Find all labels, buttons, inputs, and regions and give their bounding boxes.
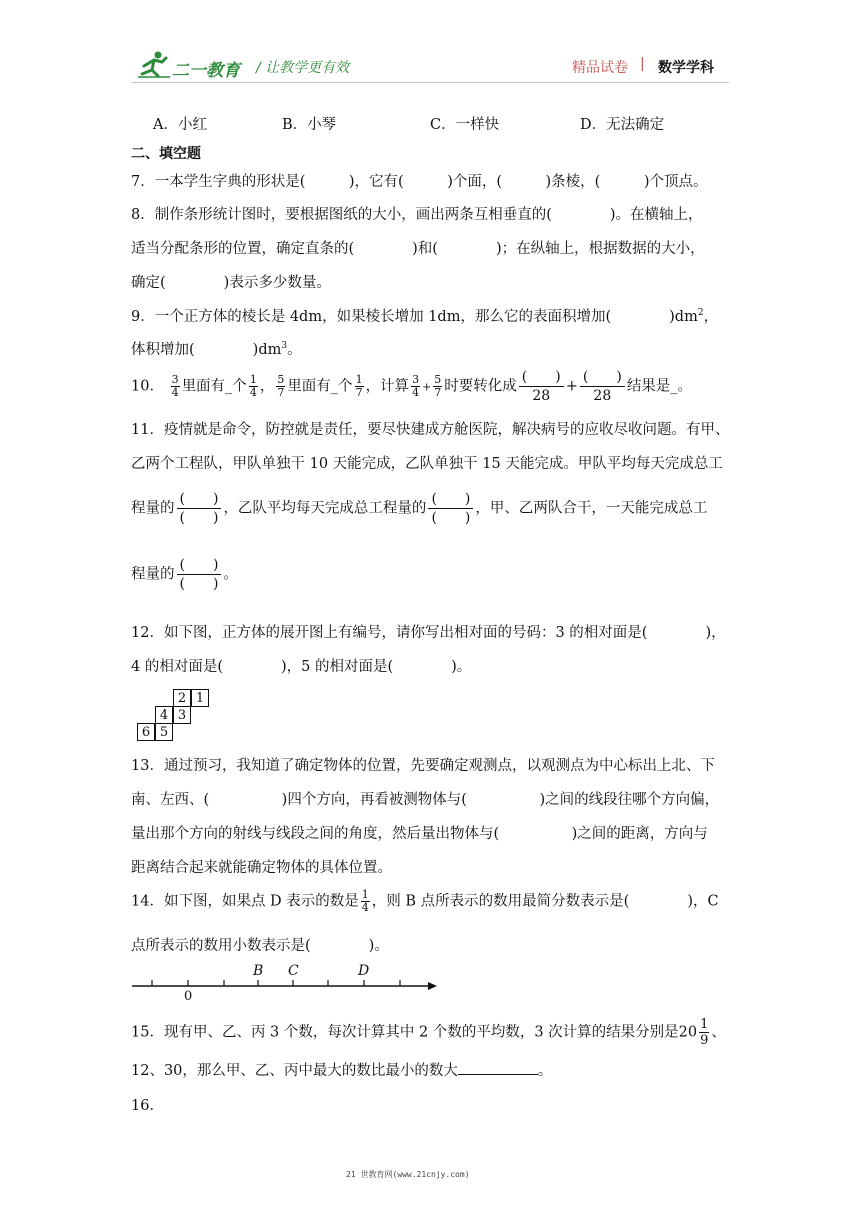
q11-line2: 乙两个工程队，甲队单独干 10 天能完成，乙队单独干 15 天能完成。甲队平均每天完成总工 [131,456,723,472]
q6-option-b: B．小琴 [282,117,337,133]
net-face: 6 [137,723,155,741]
q9-sup2: 2 [697,308,704,319]
q15-text: 、 [711,1024,726,1041]
q10-number: 10． [131,378,164,395]
number-line [128,962,440,1004]
q10-text: ，计算 [365,378,410,395]
point-label-c: C [288,963,299,979]
q11-text: ，甲、乙两队合干，一天能完成总工 [475,500,708,517]
q10-text: 结果是_。 [626,378,693,395]
q7: 7．一本学生字典的形状是( )，它有( )个面，( )条棱，( )个顶点。 [131,174,708,190]
q9-text1: 9．一个正方体的棱长是 4dm，如果棱长增加 1dm，那么它的表面积增加( ) [131,309,675,325]
q14-text: 14．如下图，如果点 D 表示的数是 [131,893,359,910]
q9-unit2: dm [258,342,282,358]
q11-line3 [131,490,707,527]
slogan: / 让教学更有效 [256,60,350,76]
q8-line1: 8．制作条形统计图时，要根据图纸的大小，画出两条互相垂直的( )。在横轴上， [131,207,703,223]
q11-text: 。 [223,566,238,583]
net-face: 5 [155,723,173,741]
q11-line1: 11．疫情就是命令，防控就是责任，要尽快建成方舱医院，解决病号的应收尽收问题。有甲、 [131,422,730,438]
q8-line3: 确定( )表示多少数量。 [131,275,331,291]
net-face: 1 [191,689,209,707]
q10-text: 时要转化成 [444,378,517,395]
logo-text: 二一教育 [172,61,240,81]
blank-fraction: ( ) ( ) [177,490,222,527]
plus-sign: + [565,378,578,395]
header-rule [131,82,729,83]
q11-line4 [131,556,238,593]
origin-label: 0 [184,989,193,1004]
q14-line2: 点所表示的数用小数表示是( )。 [131,938,389,954]
q9-text2: 体积增加( ) [131,342,259,358]
q6-option-a: A．小红 [153,117,207,133]
fraction: $\frac{5}{7}$ [434,373,442,399]
q9-line2 [131,338,302,359]
q11-text: 程量的 [131,500,175,517]
q15-line1 [131,1017,726,1048]
q12-line1: 12．如下图，正方体的展开图上有编号，请你写出相对面的号码：3 的相对面是( )， [131,625,726,641]
q15-text: 12、30，那么甲、乙、丙中最大的数比最小的数大 [131,1063,458,1079]
mixed-whole: 20 [678,1024,698,1041]
header-separator: | [640,56,645,72]
q9-line1 [131,305,718,326]
fraction: $\frac{1}{9}$ [700,1017,709,1048]
q9-end2: 。 [287,342,302,358]
q10-text: 里面有_个 [181,378,247,395]
logo [136,50,172,82]
blank-fraction: ( ) 28 [519,368,564,405]
q16: 16． [131,1098,164,1114]
fraction: $\frac{5}{7}$ [277,373,285,399]
net-face: 3 [173,706,191,724]
answer-blank [458,1062,538,1075]
q15-line2 [131,1059,552,1080]
fraction: $\frac{1}{4}$ [361,888,369,914]
q6-option-c: C．一样快 [430,117,500,133]
q8-line2: 适当分配条形的位置，确定直条的( )和( )；在纵轴上，根据数据的大小， [131,241,705,257]
q14-line1 [131,889,719,914]
net-face: 2 [173,689,191,707]
point-label-b: B [253,963,264,979]
header-left-label: 精品试卷 [572,60,628,76]
q11-text: ，乙队平均每天完成总工程量的 [223,500,427,517]
q13-line2: 南、左西、( )四个方向，再看被测物体与( )之间的线段往哪个方向偏， [131,792,720,808]
section-title: 二、填空题 [131,146,201,162]
blank-fraction: ( ) ( ) [428,490,473,527]
blank-fraction: ( ) 28 [580,368,625,405]
q13-line3: 量出那个方向的射线与线段之间的角度，然后量出物体与( )之间的距离，方向与 [131,826,708,842]
runner-logo-icon [136,50,172,78]
fraction: $\frac{1}{7}$ [355,373,363,399]
blank-fraction: ( ) ( ) [177,556,222,593]
point-label-d: D [358,963,370,979]
q15-text: 。 [537,1063,553,1079]
footer: 21 世教育网(www.21cnjy.com) [346,1170,470,1179]
plus-sign: + [422,380,432,394]
q13-line1: 13．通过预习，我知道了确定物体的位置，先要确定观测点，以观测点为中心标出上北、下 [131,758,715,774]
q6-option-d: D．无法确定 [580,117,665,133]
q11-text: 程量的 [131,566,175,583]
q10 [131,368,692,405]
net-face: 4 [155,706,173,724]
q9-sup3: 3 [281,341,288,352]
fraction: $\frac{3}{4}$ [412,373,420,399]
q12-line2: 4 的相对面是( )，5 的相对面是( )。 [131,659,472,675]
q10-text: ， [259,378,275,395]
q9-unit: dm [674,309,698,325]
q13-line4: 距离结合起来就能确定物体的具体位置。 [131,860,392,876]
q9-end1: ， [703,309,719,325]
q10-text: 里面有_个 [287,378,353,395]
q14-text: ，则 B 点所表示的数用最简分数表示是( )，C [371,893,719,910]
q15-text: 15．现有甲、乙、丙 3 个数，每次计算其中 2 个数的平均数，3 次计算的结果分别是 [131,1024,679,1041]
fraction: $\frac{3}{4}$ [171,373,179,399]
header-subject: 数学学科 [658,60,714,76]
fraction: $\frac{1}{4}$ [249,373,257,399]
